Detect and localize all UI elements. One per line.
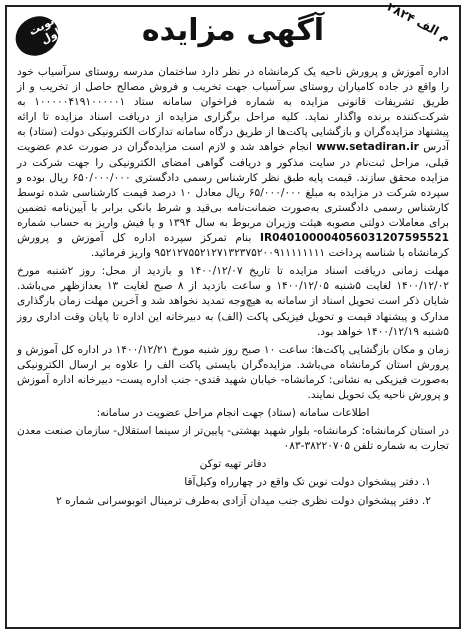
setad-website: www.setadiran.ir — [316, 141, 419, 154]
description-text-continued: انجام خواهد شد و لازم است مزایده‌گران در صورت عدم عضویت قبلی، مراحل ثبت‌نام در سایت مذکور و دریافت گواهی امضای الکترونیکی را جهت شرکت در مزایده محقق سازند. قیمت پایه طبق نظر کارشناس رسمی دادگستری ۶۵۰/۰۰۰/۰۰۰ ریال بوده و سپرده شرکت در مزایده به مبلغ ۶۵/۰۰۰/۰۰۰ ریال معادل ۱۰ درصد قیمت کارشناسی شده توسط کارشناس رسمی دادگستری به‌صورت ضمانت‌نامه بی‌قید و شرط بانکی برابر با آیین‌نامه تضمین برای معاملات دولتی مصوبه هیئت وزیران مربوط به سال ۱۳۹۴ و یا فیش واریز به حساب شماره — [17, 141, 450, 229]
payment-text: بنام تمرکز سپرده اداره کل آموزش و پرورش کرمانشاه با شناسه پرداخت ۹۵۲۱۲۷۵۵۲۱۲۷۱۳۲۳۷۵۲۰۰۹۱۱۱۱۱۱۱۱ واریز فرمائید. — [17, 232, 449, 260]
paragraph-description — [17, 65, 449, 261]
paragraph-deadlines: مهلت زمانی دریافت اسناد مزایده تا تاریخ ۱۴۰۰/۱۲/۰۷ و بازدید از محل: روز ۲شنبه مورخ ۱۴۰۰/۱۲/۰۲ لغایت ۵شنبه ۱۴۰۰/۱۲/۰۵ و ساعت بازدید از ۸ صبح لغایت ۱۳ بعدازظهر می‌باشد. شایان ذکر است تحویل اسناد از سامانه به هیچ‌وجه تمدید نخواهد شد و آخرین مهلت زمان بارگذاری مدارک و پیشنهاد قیمت و تحویل فیزیکی پاکت (الف) به دبیرخانه این اداره تا پایان وقت اداری روز ۵شنبه ۱۴۰۰/۱۲/۱۹ خواهد بود. — [17, 265, 449, 338]
paragraph-opening: زمان و مکان بازگشایی پاکت‌ها: ساعت ۱۰ صبح روز شنبه مورخ ۱۴۰۰/۱۲/۲۱ در اداره کل آموزش و پرورش استان کرمانشاه می‌باشد. مزایده‌گران بایستی پاکت الف را علاوه بر ارسال الکترونیکی به‌صورت فیزیکی به نشانی: کرمانشاه- خیابان شهید قندی- جنب اداره پست- دبیرخانه اداره آموزش و پرورش ناحیه یک تحویل نمایند. — [17, 343, 449, 401]
notice-body — [17, 65, 449, 621]
office-item-1: ۱. دفتر پیشخوان دولت نوین تک واقع در چهارراه وکیل‌آقا — [184, 476, 431, 489]
description-text: اداره آموزش و پرورش ناحیه یک کرمانشاه در نظر دارد ساختمان مدرسه روستای سرآسیاب خود را واقع در جاده کامیاران روستای سرآسیاب جهت تخریب و فروش مصالح حاصل از تخریب و از طریق تشریفات قانونی مزایده به شماره فراخوان سامانه ستاد ۱۰۰۰۰۰۴۱۹۱۰۰۰۰۰۱ به شرکت‌کننده برنده واگذار نماید. کلیه مراحل برگزاری مزایده از دریافت اسناد مزایده تا ارائه پیشنهاد مزایده‌گران و بازگشایی پاکت‌ها از طریق درگاه سامانه تدارکات الکترونیکی دولت (ستاد) به آدرس — [17, 66, 449, 154]
notice-code: م الف ۲۸۲۴ — [384, 0, 453, 45]
notice-header — [7, 0, 459, 65]
round-badge: نوبت اول — [9, 9, 66, 63]
sheba-number: IR040100004056031207595521 — [260, 232, 450, 245]
paragraph-token-offices: دفاتر تهیه توکن — [199, 458, 267, 471]
office-item-2: ۲. دفتر پیشخوان دولت نظری جنب میدان آزادی به‌طرف ترمینال اتوبوسرانی شماره ۲ — [56, 494, 431, 507]
notice-frame — [5, 0, 461, 629]
paragraph-setad-info: اطلاعات سامانه (ستاد) جهت انجام مراحل عضویت در سامانه: — [96, 407, 370, 420]
notice-title: آگهی مزایده — [141, 13, 325, 48]
paragraph-address: در استان کرمانشاه: کرمانشاه- بلوار شهید بهشتی- پایین‌تر از سینما استقلال- سازمان صنعت معدن تجارت به شماره تلفن ۳۸۲۲۰۷۰۵-۰۸۳ — [17, 425, 449, 453]
